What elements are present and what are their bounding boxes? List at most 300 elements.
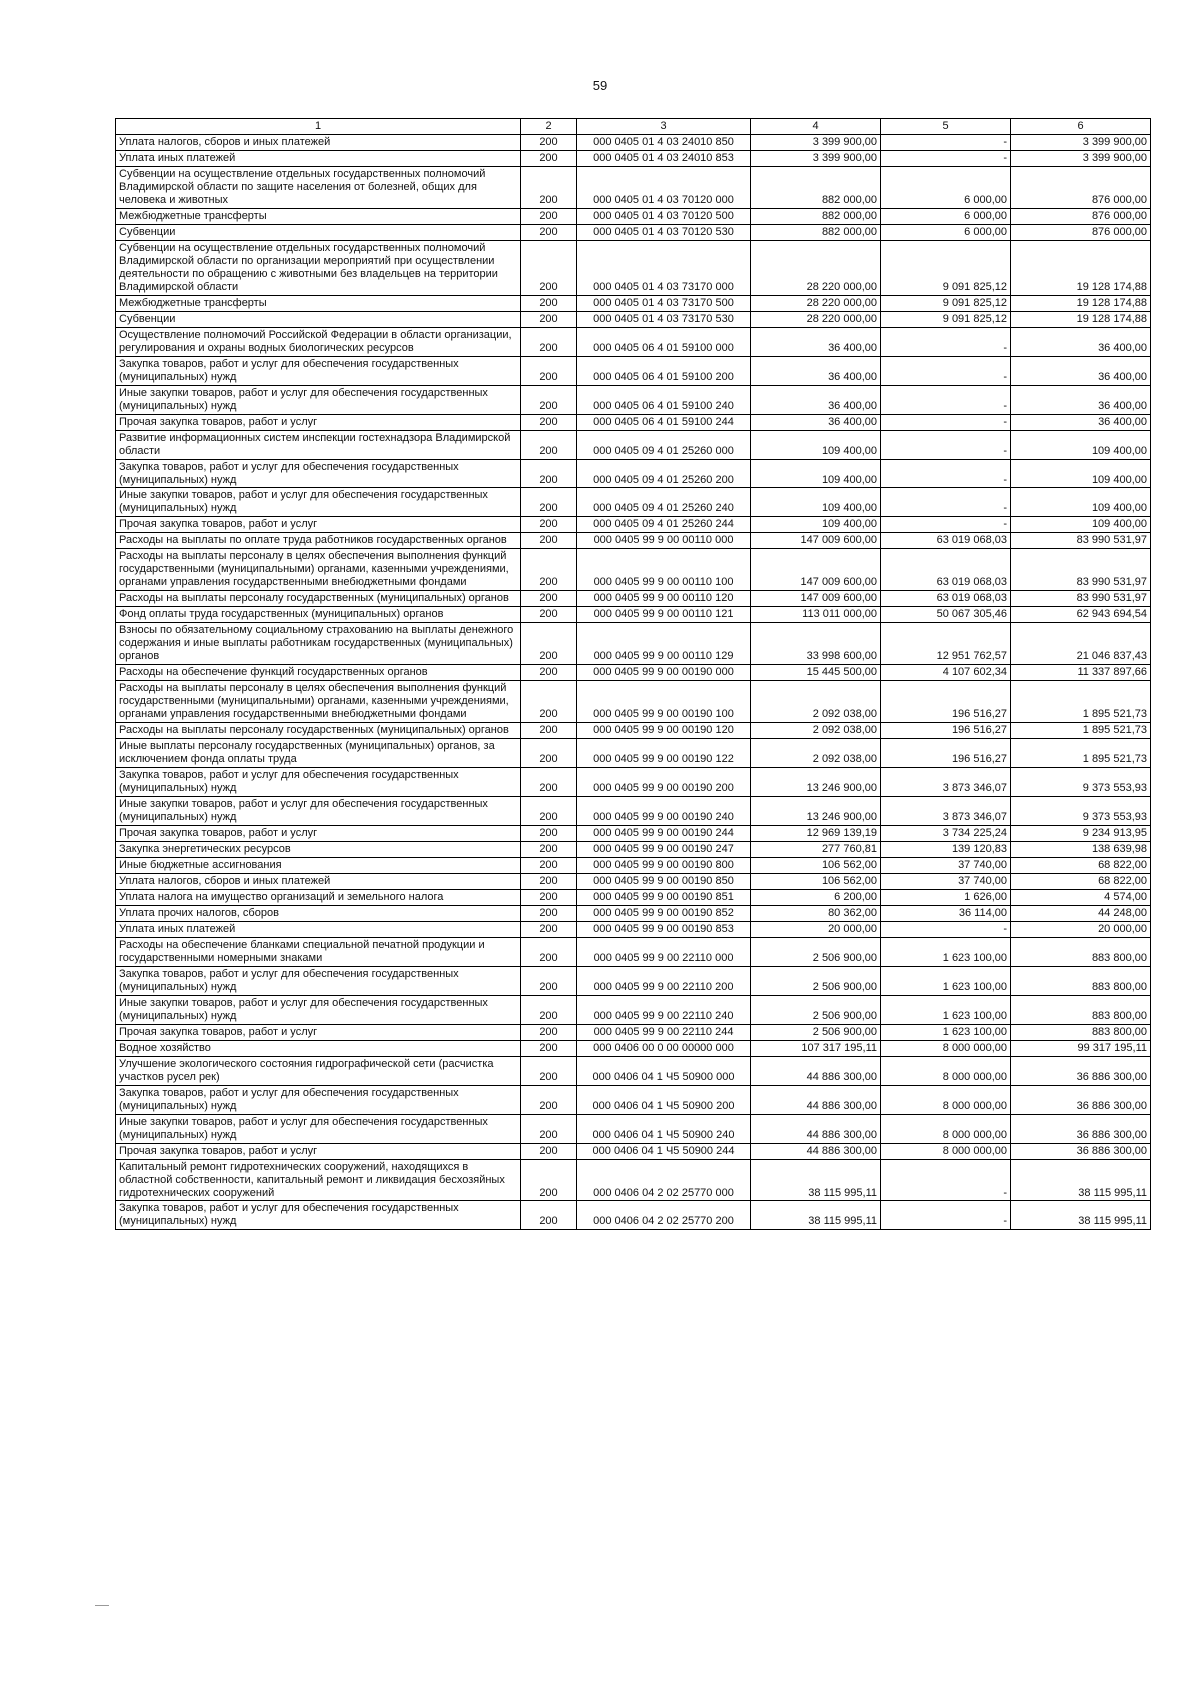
remaining-amount-cell: 99 317 195,11	[1011, 1040, 1151, 1056]
budget-code-cell: 000 0405 99 9 00 00190 240	[577, 797, 751, 826]
executed-amount-cell: -	[881, 517, 1011, 533]
approved-amount-cell: 106 562,00	[751, 857, 881, 873]
approved-amount-cell: 36 400,00	[751, 414, 881, 430]
line-code-cell: 200	[521, 414, 577, 430]
executed-amount-cell: -	[881, 135, 1011, 151]
approved-amount-cell: 13 246 900,00	[751, 768, 881, 797]
remaining-amount-cell: 83 990 531,97	[1011, 591, 1151, 607]
remaining-amount-cell: 9 373 553,93	[1011, 797, 1151, 826]
executed-amount-cell: 196 516,27	[881, 739, 1011, 768]
remaining-amount-cell: 876 000,00	[1011, 224, 1151, 240]
executed-amount-cell: 8 000 000,00	[881, 1085, 1011, 1114]
table-row	[116, 857, 1151, 873]
budget-code-cell: 000 0405 99 9 00 00190 800	[577, 857, 751, 873]
remaining-amount-cell: 38 115 995,11	[1011, 1159, 1151, 1201]
expense-name-cell: Закупка товаров, работ и услуг для обеспечения государственных (муниципальных) нужд	[116, 1201, 521, 1230]
expense-name-cell: Иные выплаты персоналу государственных (муниципальных) органов, за исключением фонда оплаты труда	[116, 739, 521, 768]
budget-code-cell: 000 0405 01 4 03 73170 530	[577, 311, 751, 327]
line-code-cell: 200	[521, 995, 577, 1024]
executed-amount-cell: 6 000,00	[881, 167, 1011, 209]
executed-amount-cell: 63 019 068,03	[881, 549, 1011, 591]
budget-code-cell: 000 0405 06 4 01 59100 000	[577, 327, 751, 356]
budget-code-cell: 000 0406 04 2 02 25770 200	[577, 1201, 751, 1230]
approved-amount-cell: 38 115 995,11	[751, 1201, 881, 1230]
budget-execution-table	[115, 118, 1151, 1230]
approved-amount-cell: 2 092 038,00	[751, 739, 881, 768]
line-code-cell: 200	[521, 151, 577, 167]
budget-code-cell: 000 0405 99 9 00 00190 853	[577, 921, 751, 937]
approved-amount-cell: 2 506 900,00	[751, 937, 881, 966]
approved-amount-cell: 107 317 195,11	[751, 1040, 881, 1056]
remaining-amount-cell: 36 886 300,00	[1011, 1056, 1151, 1085]
expense-name-cell: Расходы на выплаты персоналу в целях обеспечения выполнения функций государственными (муниципальными) органами, казенными учреждениями, органами управления государственными внебюджетными фондами	[116, 681, 521, 723]
executed-amount-cell: 8 000 000,00	[881, 1056, 1011, 1085]
budget-code-cell: 000 0405 09 4 01 25260 200	[577, 459, 751, 488]
executed-amount-cell: 1 623 100,00	[881, 937, 1011, 966]
expense-name-cell: Расходы на выплаты персоналу государственных (муниципальных) органов	[116, 723, 521, 739]
line-code-cell: 200	[521, 167, 577, 209]
approved-amount-cell: 28 220 000,00	[751, 295, 881, 311]
remaining-amount-cell: 83 990 531,97	[1011, 549, 1151, 591]
expense-name-cell: Закупка товаров, работ и услуг для обеспечения государственных (муниципальных) нужд	[116, 356, 521, 385]
line-code-cell: 200	[521, 723, 577, 739]
approved-amount-cell: 36 400,00	[751, 356, 881, 385]
remaining-amount-cell: 36 886 300,00	[1011, 1085, 1151, 1114]
line-code-cell: 200	[521, 459, 577, 488]
approved-amount-cell: 12 969 139,19	[751, 825, 881, 841]
table-row	[116, 681, 1151, 723]
line-code-cell: 200	[521, 311, 577, 327]
budget-code-cell: 000 0405 01 4 03 70120 000	[577, 167, 751, 209]
executed-amount-cell: 6 000,00	[881, 224, 1011, 240]
remaining-amount-cell: 876 000,00	[1011, 208, 1151, 224]
remaining-amount-cell: 19 128 174,88	[1011, 311, 1151, 327]
expense-name-cell: Расходы на обеспечение бланками специальной печатной продукции и государственными номерными знаками	[116, 937, 521, 966]
executed-amount-cell: -	[881, 488, 1011, 517]
remaining-amount-cell: 3 399 900,00	[1011, 151, 1151, 167]
line-code-cell: 200	[521, 1159, 577, 1201]
budget-code-cell: 000 0405 99 9 00 00110 100	[577, 549, 751, 591]
table-row	[116, 768, 1151, 797]
approved-amount-cell: 13 246 900,00	[751, 797, 881, 826]
line-code-cell: 200	[521, 385, 577, 414]
line-code-cell: 200	[521, 797, 577, 826]
budget-code-cell: 000 0405 99 9 00 00110 120	[577, 591, 751, 607]
page-number: 59	[592, 78, 608, 93]
expense-name-cell: Водное хозяйство	[116, 1040, 521, 1056]
expense-name-cell: Уплата налогов, сборов и иных платежей	[116, 135, 521, 151]
table-row	[116, 549, 1151, 591]
line-code-cell: 200	[521, 327, 577, 356]
approved-amount-cell: 882 000,00	[751, 224, 881, 240]
executed-amount-cell: -	[881, 356, 1011, 385]
line-code-cell: 200	[521, 1114, 577, 1143]
executed-amount-cell: 3 734 225,24	[881, 825, 1011, 841]
table-row	[116, 430, 1151, 459]
executed-amount-cell: 196 516,27	[881, 723, 1011, 739]
executed-amount-cell: -	[881, 151, 1011, 167]
line-code-cell: 200	[521, 623, 577, 665]
line-code-cell: 200	[521, 921, 577, 937]
table-row	[116, 1040, 1151, 1056]
executed-amount-cell: 50 067 305,46	[881, 607, 1011, 623]
expense-name-cell: Субвенции	[116, 224, 521, 240]
table-row	[116, 1056, 1151, 1085]
table-row	[116, 517, 1151, 533]
budget-code-cell: 000 0406 00 0 00 00000 000	[577, 1040, 751, 1056]
remaining-amount-cell: 11 337 897,66	[1011, 665, 1151, 681]
column-header-1: 1	[116, 119, 521, 135]
table-row	[116, 311, 1151, 327]
remaining-amount-cell: 883 800,00	[1011, 966, 1151, 995]
executed-amount-cell: 8 000 000,00	[881, 1143, 1011, 1159]
remaining-amount-cell: 36 400,00	[1011, 327, 1151, 356]
approved-amount-cell: 44 886 300,00	[751, 1085, 881, 1114]
budget-code-cell: 000 0405 99 9 00 00190 200	[577, 768, 751, 797]
budget-code-cell: 000 0405 99 9 00 00110 121	[577, 607, 751, 623]
budget-code-cell: 000 0405 99 9 00 00190 000	[577, 665, 751, 681]
line-code-cell: 200	[521, 135, 577, 151]
budget-code-cell: 000 0405 99 9 00 00190 850	[577, 873, 751, 889]
table-row	[116, 937, 1151, 966]
approved-amount-cell: 109 400,00	[751, 517, 881, 533]
expense-name-cell: Фонд оплаты труда государственных (муниципальных) органов	[116, 607, 521, 623]
table-row	[116, 607, 1151, 623]
remaining-amount-cell: 883 800,00	[1011, 1024, 1151, 1040]
remaining-amount-cell: 9 234 913,95	[1011, 825, 1151, 841]
expense-name-cell: Капитальный ремонт гидротехнических сооружений, находящихся в областной собственности, капитальный ремонт и ликвидация бесхозяйных гидротехнических сооружений	[116, 1159, 521, 1201]
expense-name-cell: Межбюджетные трансферты	[116, 208, 521, 224]
expense-name-cell: Прочая закупка товаров, работ и услуг	[116, 1143, 521, 1159]
expense-name-cell: Прочая закупка товаров, работ и услуг	[116, 414, 521, 430]
table-row	[116, 905, 1151, 921]
remaining-amount-cell: 138 639,98	[1011, 841, 1151, 857]
executed-amount-cell: 37 740,00	[881, 857, 1011, 873]
table-row	[116, 889, 1151, 905]
expense-name-cell: Прочая закупка товаров, работ и услуг	[116, 825, 521, 841]
approved-amount-cell: 113 011 000,00	[751, 607, 881, 623]
approved-amount-cell: 33 998 600,00	[751, 623, 881, 665]
budget-code-cell: 000 0405 99 9 00 00110 129	[577, 623, 751, 665]
budget-code-cell: 000 0405 99 9 00 00190 244	[577, 825, 751, 841]
expense-name-cell: Уплата прочих налогов, сборов	[116, 905, 521, 921]
expense-name-cell: Субвенции	[116, 311, 521, 327]
budget-code-cell: 000 0405 06 4 01 59100 244	[577, 414, 751, 430]
remaining-amount-cell: 36 400,00	[1011, 414, 1151, 430]
table-row	[116, 414, 1151, 430]
executed-amount-cell: -	[881, 327, 1011, 356]
approved-amount-cell: 44 886 300,00	[751, 1143, 881, 1159]
budget-code-cell: 000 0405 99 9 00 22110 244	[577, 1024, 751, 1040]
column-header-6: 6	[1011, 119, 1151, 135]
approved-amount-cell: 106 562,00	[751, 873, 881, 889]
budget-code-cell: 000 0405 99 9 00 22110 000	[577, 937, 751, 966]
executed-amount-cell: -	[881, 430, 1011, 459]
executed-amount-cell: 4 107 602,34	[881, 665, 1011, 681]
line-code-cell: 200	[521, 517, 577, 533]
remaining-amount-cell: 36 400,00	[1011, 356, 1151, 385]
executed-amount-cell: 12 951 762,57	[881, 623, 1011, 665]
executed-amount-cell: -	[881, 459, 1011, 488]
table-row	[116, 841, 1151, 857]
executed-amount-cell: 3 873 346,07	[881, 797, 1011, 826]
approved-amount-cell: 3 399 900,00	[751, 151, 881, 167]
table-row	[116, 665, 1151, 681]
table-row	[116, 1114, 1151, 1143]
table-row	[116, 1143, 1151, 1159]
executed-amount-cell: 8 000 000,00	[881, 1040, 1011, 1056]
budget-code-cell: 000 0405 01 4 03 73170 000	[577, 240, 751, 295]
expense-name-cell: Развитие информационных систем инспекции гостехнадзора Владимирской области	[116, 430, 521, 459]
remaining-amount-cell: 1 895 521,73	[1011, 739, 1151, 768]
approved-amount-cell: 36 400,00	[751, 327, 881, 356]
table-row	[116, 208, 1151, 224]
table-row	[116, 1201, 1151, 1230]
remaining-amount-cell: 876 000,00	[1011, 167, 1151, 209]
table-row	[116, 1024, 1151, 1040]
budget-code-cell: 000 0405 99 9 00 00190 247	[577, 841, 751, 857]
table-row	[116, 966, 1151, 995]
executed-amount-cell: 63 019 068,03	[881, 591, 1011, 607]
executed-amount-cell: 139 120,83	[881, 841, 1011, 857]
executed-amount-cell: -	[881, 921, 1011, 937]
approved-amount-cell: 147 009 600,00	[751, 533, 881, 549]
budget-code-cell: 000 0405 01 4 03 24010 850	[577, 135, 751, 151]
line-code-cell: 200	[521, 889, 577, 905]
line-code-cell: 200	[521, 966, 577, 995]
expense-name-cell: Закупка товаров, работ и услуг для обеспечения государственных (муниципальных) нужд	[116, 459, 521, 488]
remaining-amount-cell: 883 800,00	[1011, 995, 1151, 1024]
line-code-cell: 200	[521, 430, 577, 459]
line-code-cell: 200	[521, 224, 577, 240]
expense-name-cell: Закупка товаров, работ и услуг для обеспечения государственных (муниципальных) нужд	[116, 1085, 521, 1114]
executed-amount-cell: 9 091 825,12	[881, 240, 1011, 295]
table-row	[116, 1085, 1151, 1114]
expense-name-cell: Прочая закупка товаров, работ и услуг	[116, 517, 521, 533]
approved-amount-cell: 3 399 900,00	[751, 135, 881, 151]
budget-code-cell: 000 0405 99 9 00 00190 852	[577, 905, 751, 921]
line-code-cell: 200	[521, 1040, 577, 1056]
executed-amount-cell: 36 114,00	[881, 905, 1011, 921]
table-row	[116, 459, 1151, 488]
table-row	[116, 385, 1151, 414]
approved-amount-cell: 882 000,00	[751, 208, 881, 224]
line-code-cell: 200	[521, 1024, 577, 1040]
line-code-cell: 200	[521, 488, 577, 517]
approved-amount-cell: 20 000,00	[751, 921, 881, 937]
expense-name-cell: Взносы по обязательному социальному страхованию на выплаты денежного содержания и иные выплаты работникам государственных (муниципальных) органов	[116, 623, 521, 665]
approved-amount-cell: 2 506 900,00	[751, 995, 881, 1024]
table-row	[116, 1159, 1151, 1201]
expense-name-cell: Субвенции на осуществление отдельных государственных полномочий Владимирской области по организации мероприятий при осуществлении деятельности по обращению с животными без владельцев на территории Владимирской области	[116, 240, 521, 295]
approved-amount-cell: 15 445 500,00	[751, 665, 881, 681]
budget-code-cell: 000 0405 06 4 01 59100 200	[577, 356, 751, 385]
executed-amount-cell: 6 000,00	[881, 208, 1011, 224]
expense-name-cell: Закупка товаров, работ и услуг для обеспечения государственных (муниципальных) нужд	[116, 768, 521, 797]
table-row	[116, 295, 1151, 311]
remaining-amount-cell: 68 822,00	[1011, 857, 1151, 873]
executed-amount-cell: 196 516,27	[881, 681, 1011, 723]
expense-name-cell: Уплата налога на имущество организаций и земельного налога	[116, 889, 521, 905]
remaining-amount-cell: 38 115 995,11	[1011, 1201, 1151, 1230]
line-code-cell: 200	[521, 825, 577, 841]
expense-name-cell: Закупка товаров, работ и услуг для обеспечения государственных (муниципальных) нужд	[116, 966, 521, 995]
line-code-cell: 200	[521, 1085, 577, 1114]
table-row	[116, 623, 1151, 665]
remaining-amount-cell: 109 400,00	[1011, 459, 1151, 488]
line-code-cell: 200	[521, 1201, 577, 1230]
executed-amount-cell: 8 000 000,00	[881, 1114, 1011, 1143]
expense-name-cell: Закупка энергетических ресурсов	[116, 841, 521, 857]
table-row	[116, 921, 1151, 937]
expense-name-cell: Иные закупки товаров, работ и услуг для обеспечения государственных (муниципальных) нужд	[116, 488, 521, 517]
line-code-cell: 200	[521, 739, 577, 768]
executed-amount-cell: 1 626,00	[881, 889, 1011, 905]
approved-amount-cell: 28 220 000,00	[751, 240, 881, 295]
expense-name-cell: Иные закупки товаров, работ и услуг для обеспечения государственных (муниципальных) нужд	[116, 385, 521, 414]
approved-amount-cell: 109 400,00	[751, 459, 881, 488]
executed-amount-cell: 9 091 825,12	[881, 295, 1011, 311]
remaining-amount-cell: 21 046 837,43	[1011, 623, 1151, 665]
line-code-cell: 200	[521, 356, 577, 385]
approved-amount-cell: 147 009 600,00	[751, 591, 881, 607]
table-row	[116, 135, 1151, 151]
budget-code-cell: 000 0406 04 1 Ч5 50900 244	[577, 1143, 751, 1159]
scan-mark	[95, 1605, 109, 1606]
executed-amount-cell: -	[881, 414, 1011, 430]
expense-name-cell: Иные бюджетные ассигнования	[116, 857, 521, 873]
budget-code-cell: 000 0405 99 9 00 00190 122	[577, 739, 751, 768]
remaining-amount-cell: 109 400,00	[1011, 517, 1151, 533]
approved-amount-cell: 109 400,00	[751, 430, 881, 459]
line-code-cell: 200	[521, 841, 577, 857]
remaining-amount-cell: 4 574,00	[1011, 889, 1151, 905]
budget-code-cell: 000 0405 09 4 01 25260 000	[577, 430, 751, 459]
approved-amount-cell: 147 009 600,00	[751, 549, 881, 591]
expense-name-cell: Осуществление полномочий Российской Федерации в области организации, регулирования и охраны водных биологических ресурсов	[116, 327, 521, 356]
line-code-cell: 200	[521, 295, 577, 311]
executed-amount-cell: 37 740,00	[881, 873, 1011, 889]
line-code-cell: 200	[521, 208, 577, 224]
expense-name-cell: Межбюджетные трансферты	[116, 295, 521, 311]
table-row	[116, 995, 1151, 1024]
table-header-row	[116, 119, 1151, 135]
table-row	[116, 797, 1151, 826]
approved-amount-cell: 36 400,00	[751, 385, 881, 414]
expense-name-cell: Уплата иных платежей	[116, 151, 521, 167]
budget-code-cell: 000 0406 04 1 Ч5 50900 200	[577, 1085, 751, 1114]
line-code-cell: 200	[521, 937, 577, 966]
line-code-cell: 200	[521, 665, 577, 681]
approved-amount-cell: 2 092 038,00	[751, 681, 881, 723]
line-code-cell: 200	[521, 1143, 577, 1159]
budget-code-cell: 000 0405 99 9 00 00110 000	[577, 533, 751, 549]
budget-code-cell: 000 0405 99 9 00 00190 851	[577, 889, 751, 905]
table-row	[116, 591, 1151, 607]
line-code-cell: 200	[521, 681, 577, 723]
approved-amount-cell: 38 115 995,11	[751, 1159, 881, 1201]
budget-code-cell: 000 0406 04 1 Ч5 50900 240	[577, 1114, 751, 1143]
executed-amount-cell: 9 091 825,12	[881, 311, 1011, 327]
approved-amount-cell: 2 092 038,00	[751, 723, 881, 739]
budget-code-cell: 000 0405 99 9 00 00190 100	[577, 681, 751, 723]
expense-name-cell: Прочая закупка товаров, работ и услуг	[116, 1024, 521, 1040]
expense-name-cell: Иные закупки товаров, работ и услуг для обеспечения государственных (муниципальных) нужд	[116, 995, 521, 1024]
remaining-amount-cell: 68 822,00	[1011, 873, 1151, 889]
approved-amount-cell: 44 886 300,00	[751, 1114, 881, 1143]
remaining-amount-cell: 19 128 174,88	[1011, 295, 1151, 311]
table-row	[116, 488, 1151, 517]
table-row	[116, 167, 1151, 209]
table-row	[116, 151, 1151, 167]
budget-code-cell: 000 0405 06 4 01 59100 240	[577, 385, 751, 414]
line-code-cell: 200	[521, 857, 577, 873]
approved-amount-cell: 44 886 300,00	[751, 1056, 881, 1085]
approved-amount-cell: 277 760,81	[751, 841, 881, 857]
approved-amount-cell: 2 506 900,00	[751, 1024, 881, 1040]
budget-code-cell: 000 0405 01 4 03 70120 500	[577, 208, 751, 224]
budget-code-cell: 000 0405 01 4 03 24010 853	[577, 151, 751, 167]
line-code-cell: 200	[521, 240, 577, 295]
line-code-cell: 200	[521, 549, 577, 591]
expense-name-cell: Улучшение экологического состояния гидрографической сети (расчистка участков русел рек)	[116, 1056, 521, 1085]
table-row	[116, 224, 1151, 240]
approved-amount-cell: 882 000,00	[751, 167, 881, 209]
expense-name-cell: Расходы на выплаты персоналу государственных (муниципальных) органов	[116, 591, 521, 607]
line-code-cell: 200	[521, 1056, 577, 1085]
executed-amount-cell: 1 623 100,00	[881, 966, 1011, 995]
budget-code-cell: 000 0405 01 4 03 73170 500	[577, 295, 751, 311]
remaining-amount-cell: 9 373 553,93	[1011, 768, 1151, 797]
budget-code-cell: 000 0405 09 4 01 25260 244	[577, 517, 751, 533]
table-row	[116, 723, 1151, 739]
remaining-amount-cell: 19 128 174,88	[1011, 240, 1151, 295]
expense-name-cell: Субвенции на осуществление отдельных государственных полномочий Владимирской области по защите населения от болезней, общих для человека и животных	[116, 167, 521, 209]
line-code-cell: 200	[521, 533, 577, 549]
table-row	[116, 327, 1151, 356]
executed-amount-cell: -	[881, 1159, 1011, 1201]
expense-name-cell: Иные закупки товаров, работ и услуг для обеспечения государственных (муниципальных) нужд	[116, 797, 521, 826]
table-row	[116, 739, 1151, 768]
budget-code-cell: 000 0405 99 9 00 00190 120	[577, 723, 751, 739]
budget-code-cell: 000 0406 04 2 02 25770 000	[577, 1159, 751, 1201]
column-header-5: 5	[881, 119, 1011, 135]
executed-amount-cell: -	[881, 385, 1011, 414]
table-row	[116, 533, 1151, 549]
executed-amount-cell: 1 623 100,00	[881, 1024, 1011, 1040]
approved-amount-cell: 28 220 000,00	[751, 311, 881, 327]
approved-amount-cell: 80 362,00	[751, 905, 881, 921]
remaining-amount-cell: 1 895 521,73	[1011, 681, 1151, 723]
executed-amount-cell: 3 873 346,07	[881, 768, 1011, 797]
remaining-amount-cell: 3 399 900,00	[1011, 135, 1151, 151]
budget-code-cell: 000 0405 09 4 01 25260 240	[577, 488, 751, 517]
table-row	[116, 873, 1151, 889]
table-row	[116, 825, 1151, 841]
approved-amount-cell: 6 200,00	[751, 889, 881, 905]
remaining-amount-cell: 883 800,00	[1011, 937, 1151, 966]
remaining-amount-cell: 109 400,00	[1011, 430, 1151, 459]
column-header-4: 4	[751, 119, 881, 135]
line-code-cell: 200	[521, 768, 577, 797]
line-code-cell: 200	[521, 591, 577, 607]
executed-amount-cell: 63 019 068,03	[881, 533, 1011, 549]
column-header-3: 3	[577, 119, 751, 135]
line-code-cell: 200	[521, 607, 577, 623]
expense-name-cell: Уплата иных платежей	[116, 921, 521, 937]
remaining-amount-cell: 36 886 300,00	[1011, 1143, 1151, 1159]
budget-code-cell: 000 0405 99 9 00 22110 240	[577, 995, 751, 1024]
